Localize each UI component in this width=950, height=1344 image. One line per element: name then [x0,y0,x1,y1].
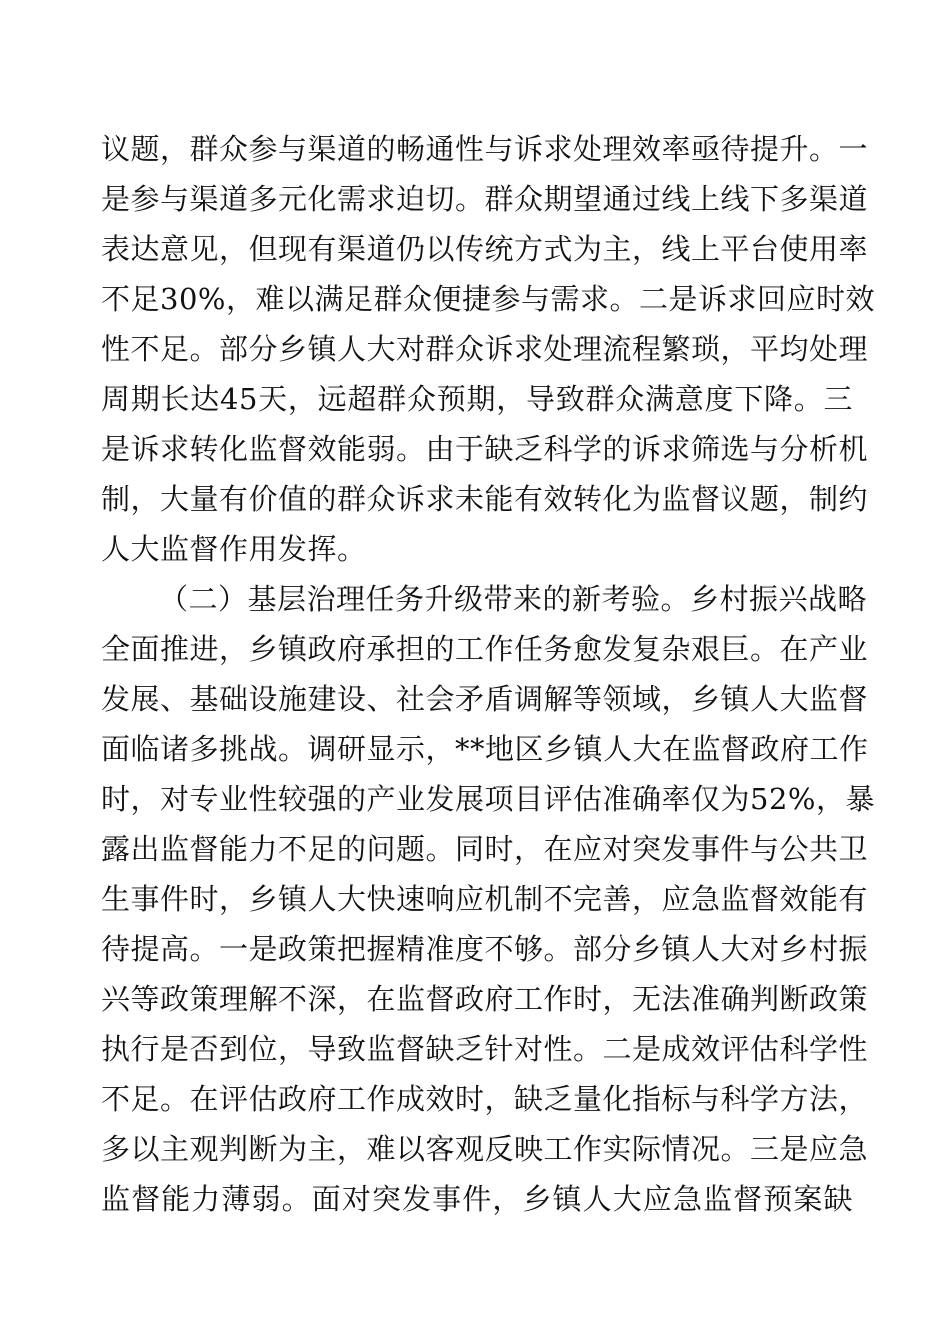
text-line: 是参与渠道多元化需求迫切。群众期望通过线上线下多渠道 [101,182,869,216]
text-line: 周期长达45天，远超群众预期，导致群众满意度下降。三 [101,382,853,416]
section-heading-line: （二）基层治理任务升级带来的新考验。乡村振兴战略 [159,582,868,616]
text-line: 多以主观判断为主，难以客观反映工作实际情况。三是应急 [101,1132,869,1166]
text-line: 议题，群众参与渠道的畅通性与诉求处理效率亟待提升。一 [101,132,869,166]
text-line: 兴等政策理解不深，在监督政府工作时，无法准确判断政策 [101,982,869,1016]
text-line: 制，大量有价值的群众诉求未能有效转化为监督议题，制约 [101,482,869,516]
text-line: 性不足。部分乡镇人大对群众诉求处理流程繁琐，平均处理 [101,332,869,366]
text-line: 不足30%，难以满足群众便捷参与需求。二是诉求回应时效 [101,282,875,316]
text-line: 面临诸多挑战。调研显示，**地区乡镇人大在监督政府工作 [101,732,869,766]
text-line: 待提高。一是政策把握精准度不够。部分乡镇人大对乡村振 [101,932,869,966]
text-line: 监督能力薄弱。面对突发事件，乡镇人大应急监督预案缺 [101,1182,853,1216]
text-line: 表达意见，但现有渠道仍以传统方式为主，线上平台使用率 [101,232,869,266]
text-line: 不足。在评估政府工作成效时，缺乏量化指标与科学方法， [101,1082,869,1116]
text-line: 发展、基础设施建设、社会矛盾调解等领域，乡镇人大监督 [101,682,869,716]
text-line: 时，对专业性较强的产业发展项目评估准确率仅为52%，暴 [101,782,875,816]
paragraph-end-line: 人大监督作用发挥。 [101,532,367,566]
text-line: 全面推进，乡镇政府承担的工作任务愈发复杂艰巨。在产业 [101,632,869,666]
text-line: 执行是否到位，导致监督缺乏针对性。二是成效评估科学性 [101,1032,869,1066]
text-line: 是诉求转化监督效能弱。由于缺乏科学的诉求筛选与分析机 [101,432,869,466]
text-line: 露出监督能力不足的问题。同时，在应对突发事件与公共卫 [101,832,869,866]
body-text [101,124,875,1224]
text-line: 生事件时，乡镇人大快速响应机制不完善，应急监督效能有 [101,882,869,916]
